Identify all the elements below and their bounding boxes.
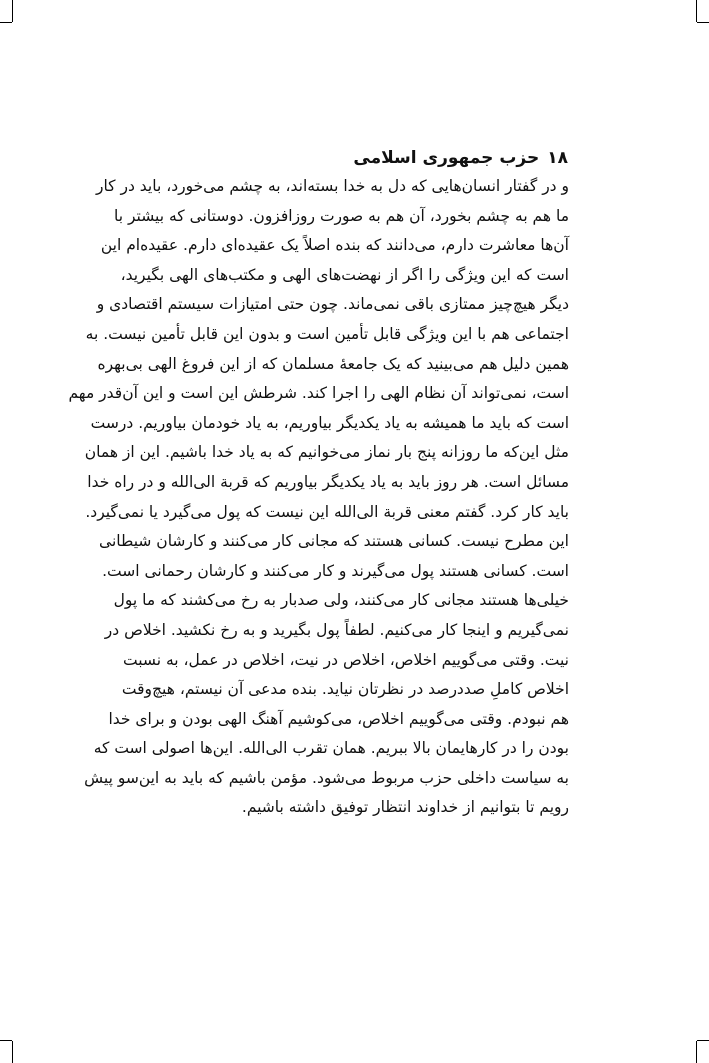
text-line: دیگر هیچ‌چیز ممتازی باقی نمی‌ماند. چون حتی امتیازات سیستم اقتصادی و (96, 295, 569, 314)
text-line: و در گفتار انسان‌هایی که دل به خدا بسته‌اند، به چشم می‌خورد، باید در کار (95, 177, 569, 195)
page-number: ۱۸ (547, 148, 568, 168)
text-line: است، نمی‌تواند آن نظام الهی را اجرا کند. شرطش این است و این آن‌قدر مهم (68, 384, 569, 403)
text-line: مثل این‌که ما روزانه پنج بار نماز می‌خوانیم که به یاد خدا باشیم. این از همان (84, 443, 569, 462)
text-line: آن‌ها معاشرت دارم، می‌دانند که بنده اصلاً یک عقیده‌ای دارم. عقیده‌ام این (100, 236, 569, 255)
crop-mark-top-right-h (697, 22, 709, 23)
text-line: مسائل است. هر روز باید به یاد یکدیگر بیاوریم که قربة الی‌الله و در راه خدا (87, 472, 569, 491)
text-line: ما هم به چشم بخورد، آن هم به صورت روزافزون. دوستانی که بیشتر با (114, 206, 569, 225)
text-line: است که باید ما همیشه به یاد یکدیگر بیاوریم، به یاد خودمان بیاوریم. درست (90, 413, 569, 432)
text-line: است که این ویژگی را اگر از نهضت‌های الهی و مکتب‌های الهی بگیرید، (120, 265, 569, 284)
text-line: به سیاست داخلی حزب مربوط می‌شود. مؤمن باشیم که باید به این‌سو پیش (84, 768, 569, 787)
crop-mark-top-left (12, 0, 13, 22)
text-line: باید کار کرد. گفتم معنی قربة الی‌الله این نیست که پول می‌گیرد یا نمی‌گیرد. (85, 502, 569, 521)
crop-mark-bottom-left (12, 1041, 13, 1063)
running-title: حزب جمهوری اسلامی (353, 148, 540, 168)
text-line: نیت. وقتی می‌گوییم اخلاص، اخلاص در نیت، اخلاص در عمل، به نسبت (123, 650, 569, 669)
text-line: اجتماعی هم با این ویژگی قابل تأمین است و بدون این قابل تأمین نیست. به (85, 324, 569, 343)
crop-mark-top-left-h (0, 22, 12, 23)
crop-mark-bottom-right (696, 1041, 697, 1063)
body-text (68, 172, 569, 823)
text-line: رویم تا بتوانیم از خداوند انتظار توفیق داشته باشیم. (241, 798, 569, 817)
text-line: این مطرح نیست. کسانی هستند که مجانی کار می‌کنند و کارشان شیطانی (99, 532, 569, 551)
text-line: خیلی‌ها هستند مجانی کار می‌کنند، ولی صدبار به رخ می‌کشند که ما پول (113, 591, 569, 610)
running-header (345, 148, 568, 168)
text-line: همین دلیل هم می‌بینید که یک جامعهٔ مسلمان که از این فروغ الهی بی‌بهره (97, 354, 569, 373)
crop-mark-top-right (696, 0, 697, 22)
crop-mark-bottom-left-h (0, 1040, 12, 1041)
crop-mark-bottom-right-h (697, 1040, 709, 1041)
text-line: اخلاص کاملِ صددرصد در نظرتان نیاید. بنده مدعی آن نیستم، هیچ‌وقت (121, 680, 569, 699)
text-line: نمی‌گیریم و اینجا کار می‌کنیم. لطفاً پول بگیرید و به رخ نکشید. اخلاص در (104, 620, 569, 639)
text-line: هم نبودم. وقتی می‌گوییم اخلاص، می‌کوشیم آهنگ الهی بودن و برای خدا (108, 709, 569, 728)
text-line: است. کسانی هستند پول می‌گیرند و کار می‌کنند و کارشان رحمانی است. (102, 561, 569, 580)
text-line: بودن را در کارهایمان بالا ببریم. همان تقرب الی‌الله. این‌ها اصولی است که (93, 739, 569, 758)
